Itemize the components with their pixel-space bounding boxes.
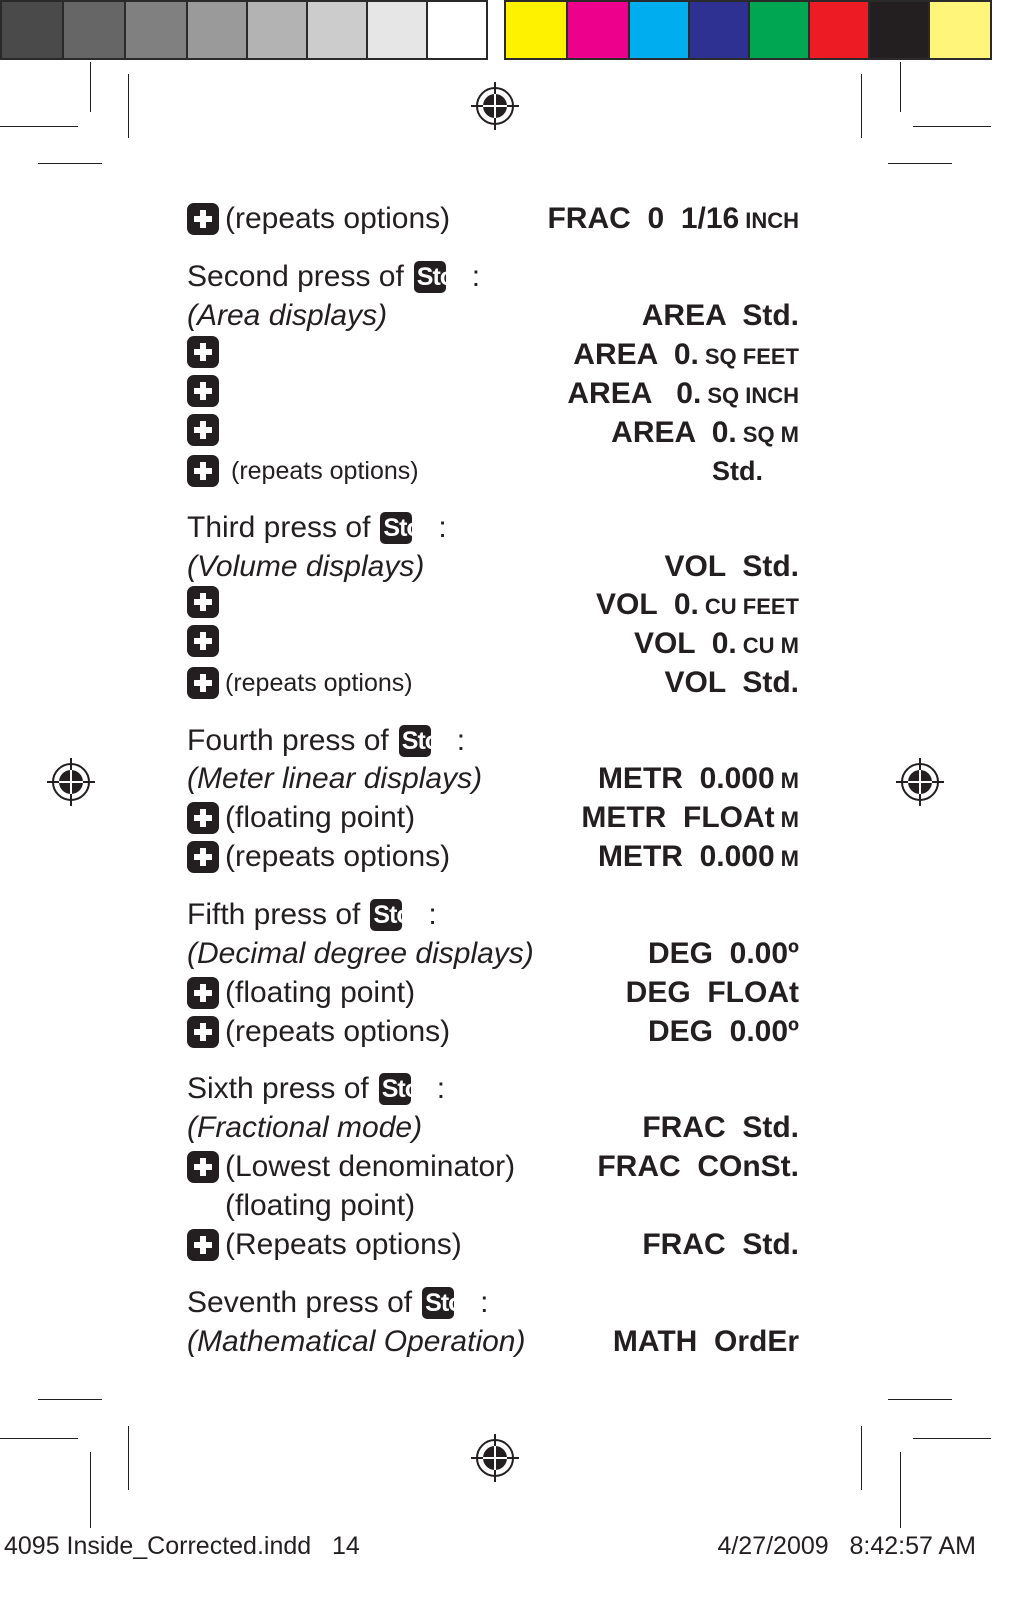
section-heading <box>187 509 799 547</box>
row-description <box>187 935 534 973</box>
display-value: VOL Std. <box>664 550 799 583</box>
plus-key-icon <box>187 375 219 407</box>
row-left-text: (floating point) <box>225 801 416 834</box>
row-description <box>187 838 450 876</box>
display-row <box>187 760 799 798</box>
plus-key-icon <box>187 1151 219 1183</box>
display-row <box>187 200 799 238</box>
display-value: FRAC 0 1/16 <box>547 202 740 235</box>
section-heading <box>187 722 799 760</box>
display-readout <box>547 200 799 240</box>
row-description <box>187 375 225 407</box>
display-unit: SQ FEET <box>704 344 799 369</box>
stor-key-icon: Sto <box>422 1287 454 1319</box>
row-description <box>187 1226 462 1264</box>
display-readout <box>598 838 799 878</box>
row-left-text: (Repeats options) <box>225 1228 462 1261</box>
display-unit: SQ INCH <box>707 383 799 408</box>
row-description <box>187 664 413 702</box>
section-heading <box>187 1070 799 1108</box>
display-value: DEG 0.00º <box>647 937 799 970</box>
plus-key-icon <box>187 1016 219 1048</box>
display-unit: SQ M <box>742 422 799 447</box>
row-left-text: (Fractional mode) <box>187 1111 423 1144</box>
plus-key-icon <box>187 802 219 834</box>
row-description <box>187 297 387 335</box>
stor-key-icon: Sto <box>399 725 431 757</box>
section-heading <box>187 896 799 934</box>
display-row <box>187 1226 799 1264</box>
plus-key-icon <box>187 667 219 699</box>
display-readout <box>648 935 799 973</box>
stor-key-icon: Sto <box>414 261 446 293</box>
plus-key-icon <box>187 625 219 657</box>
row-description <box>187 1148 515 1186</box>
display-value: VOL 0. <box>633 627 737 660</box>
display-unit: INCH <box>745 208 799 233</box>
footer-file-slug: 4095 Inside_Corrected.indd 14 <box>4 1532 360 1560</box>
plus-key-icon <box>187 841 219 873</box>
display-value: DEG FLOAt <box>625 976 799 1009</box>
stor-key-icon: Sto <box>379 1073 411 1105</box>
display-row <box>187 974 799 1012</box>
row-left-text: (Volume displays) <box>187 550 425 583</box>
display-readout <box>665 548 799 586</box>
section-title-text: Sixth press of <box>187 1072 369 1105</box>
display-row <box>187 586 799 624</box>
display-unit: CU M <box>742 633 799 658</box>
display-value: METR 0.000 <box>597 762 775 795</box>
display-readout <box>597 1148 799 1186</box>
section-title-text: Seventh press of <box>187 1286 413 1319</box>
display-readout <box>642 1226 799 1264</box>
colon: : <box>438 511 447 544</box>
display-row <box>187 935 799 973</box>
display-unit: M <box>780 768 799 793</box>
row-description <box>187 760 482 798</box>
footer-datetime: 4/27/2009 8:42:57 AM <box>717 1532 976 1560</box>
row-description <box>187 414 225 446</box>
display-row <box>187 1013 799 1051</box>
plus-key-icon <box>187 414 219 446</box>
display-value: FRAC Std. <box>642 1111 799 1144</box>
stor-key-icon: Sto <box>370 899 402 931</box>
row-description <box>187 200 450 238</box>
row-left-text: (repeats options) <box>231 457 419 485</box>
display-readout <box>567 375 799 415</box>
colon: : <box>436 1072 446 1105</box>
plus-key-icon <box>187 455 219 487</box>
row-description <box>187 452 419 490</box>
display-readout <box>596 586 799 626</box>
display-value: DEG 0.00º <box>647 1015 799 1048</box>
display-row <box>187 1109 799 1147</box>
display-row <box>187 375 799 413</box>
row-left-text: (Decimal degree displays) <box>187 937 534 970</box>
display-row <box>187 414 799 452</box>
section-title <box>187 1070 445 1108</box>
display-unit: M <box>780 846 799 871</box>
plus-key-icon <box>187 336 219 368</box>
row-left-text: (floating point) <box>225 1189 416 1222</box>
display-value: AREA Std. <box>641 299 799 332</box>
display-value: Std. <box>712 456 763 486</box>
display-readout <box>712 452 763 490</box>
row-left-text: (repeats options) <box>225 1015 451 1048</box>
display-value: FRAC Std. <box>642 1228 799 1261</box>
display-readout <box>626 974 799 1012</box>
colon: : <box>428 898 437 931</box>
colon: : <box>471 260 481 293</box>
row-left-text: (floating point) <box>225 976 416 1009</box>
display-readout <box>581 799 799 839</box>
section-title <box>187 722 465 760</box>
display-row <box>187 1323 799 1361</box>
row-description <box>187 1323 525 1361</box>
row-description <box>225 1187 415 1225</box>
row-description <box>187 548 424 586</box>
display-row <box>187 1148 799 1186</box>
display-row <box>187 548 799 586</box>
display-readout <box>573 336 799 376</box>
row-description <box>187 586 225 618</box>
section-title-text: Third press of <box>187 511 371 544</box>
display-value: FRAC COnSt. <box>597 1150 799 1183</box>
display-value: VOL Std. <box>664 666 799 699</box>
display-readout <box>613 1323 799 1361</box>
display-value: AREA 0. <box>573 338 699 371</box>
display-value: MATH OrdEr <box>612 1325 799 1358</box>
display-unit: M <box>780 807 799 832</box>
row-left-text: (Mathematical Operation) <box>187 1325 526 1358</box>
row-left-text: (repeats options) <box>225 669 413 697</box>
row-left-text: (Area displays) <box>187 299 388 332</box>
display-row <box>187 336 799 374</box>
plus-key-icon <box>187 203 219 235</box>
display-readout <box>665 664 799 702</box>
row-description <box>187 625 225 657</box>
display-value: AREA 0. <box>567 377 702 410</box>
display-readout <box>642 1109 799 1147</box>
display-value: VOL 0. <box>596 588 699 621</box>
display-unit: CU FEET <box>704 594 799 619</box>
row-description <box>187 1013 450 1051</box>
row-description <box>187 1109 422 1147</box>
section-heading <box>187 258 799 296</box>
display-value: AREA 0. <box>611 416 737 449</box>
display-readout <box>598 760 799 800</box>
display-value: METR 0.000 <box>597 840 775 873</box>
display-readout <box>611 414 799 454</box>
row-left-text: (repeats options) <box>225 202 451 235</box>
row-left-text: (repeats options) <box>225 840 451 873</box>
display-row <box>187 1187 799 1225</box>
section-title <box>187 896 437 934</box>
display-row <box>187 625 799 663</box>
section-title <box>187 258 480 296</box>
display-readout <box>642 297 799 335</box>
display-row <box>187 452 799 490</box>
display-readout <box>634 625 799 665</box>
row-left-text: (Meter linear displays) <box>187 762 483 795</box>
plus-key-icon <box>187 586 219 618</box>
display-readout <box>648 1013 799 1051</box>
section-title <box>187 509 447 547</box>
plus-key-icon <box>187 977 219 1009</box>
section-title <box>187 1284 488 1322</box>
section-title-text: Second press of <box>187 260 404 293</box>
display-row <box>187 297 799 335</box>
section-heading <box>187 1284 799 1322</box>
display-row <box>187 799 799 837</box>
colon: : <box>456 724 466 757</box>
section-title-text: Fourth press of <box>187 724 389 757</box>
display-value: METR FLOAt <box>581 801 775 834</box>
stor-key-icon: Sto <box>380 512 412 544</box>
row-description <box>187 336 225 368</box>
plus-key-icon <box>187 1229 219 1261</box>
display-row <box>187 838 799 876</box>
section-title-text: Fifth press of <box>187 898 361 931</box>
row-description <box>187 799 415 837</box>
colon: : <box>480 1286 489 1319</box>
row-left-text: (Lowest denominator) <box>225 1150 516 1183</box>
display-row <box>187 664 799 702</box>
row-description <box>187 974 415 1012</box>
